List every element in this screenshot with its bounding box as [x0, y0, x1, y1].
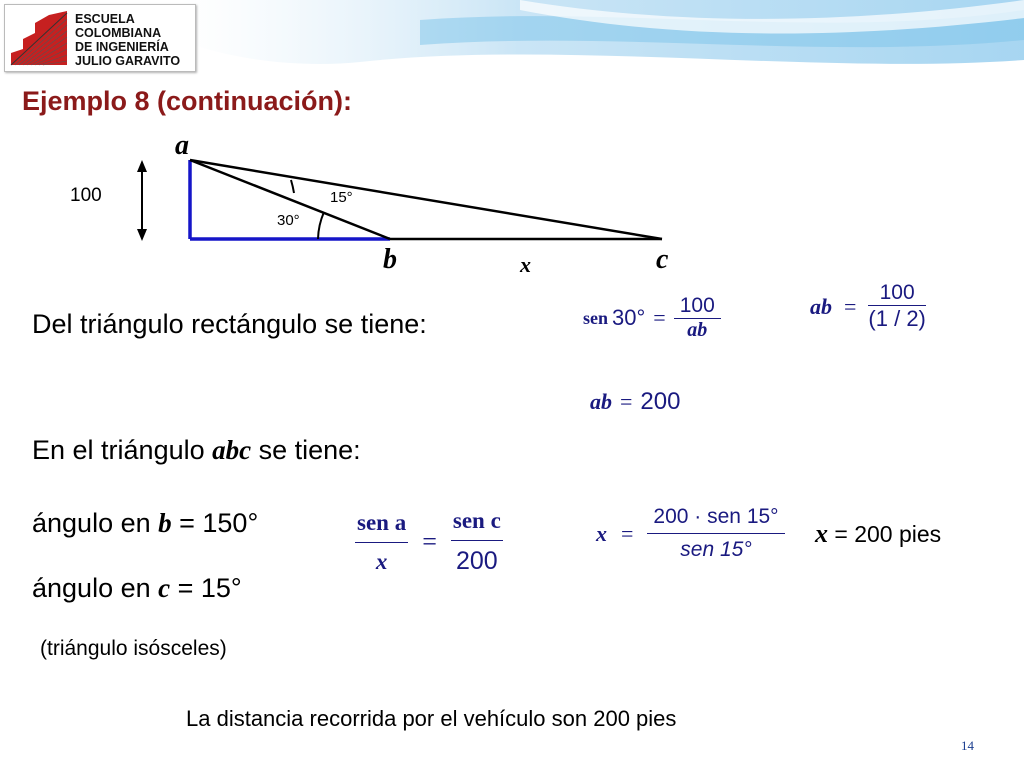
- f1-eq: =: [653, 305, 666, 330]
- angle-b-var: b: [158, 508, 172, 538]
- formula-law-of-sines: [355, 508, 503, 576]
- formula-sen30: [583, 294, 721, 342]
- f4-num-right: sen c: [452, 508, 501, 533]
- isosceles-note: (triángulo isósceles): [40, 637, 227, 660]
- f2-num: 100: [879, 281, 915, 304]
- angle-c-value: = 15°: [170, 573, 242, 603]
- formula-ab-fraction: [810, 281, 926, 332]
- height-label: 100: [70, 185, 102, 206]
- abc-triangle-text: [32, 435, 361, 466]
- f4-left-fraction: [355, 510, 408, 575]
- result-x: [815, 519, 941, 549]
- page-number: 14: [961, 738, 974, 753]
- angle-15-label: 15°: [330, 189, 353, 206]
- abc-suffix: se tiene:: [251, 435, 361, 465]
- result-value: = 200 pies: [828, 521, 942, 547]
- angle-b-prefix: ángulo en: [32, 508, 159, 538]
- side-x-label: x: [520, 252, 531, 277]
- logo-line-3: DE INGENIERÍA: [75, 40, 169, 54]
- f4-right-fraction: [451, 508, 503, 576]
- f3-lhs: ab: [590, 389, 612, 414]
- f4-num-left: sen a: [357, 509, 407, 535]
- logo-line-1: ESCUELA: [75, 12, 135, 26]
- abc-prefix: En el triángulo: [32, 435, 213, 465]
- angle-b-text: [32, 508, 258, 539]
- f2-fraction: [868, 281, 925, 332]
- f2-lhs: ab: [810, 293, 832, 319]
- vertex-c-label: c: [656, 244, 669, 275]
- f3-eq: =: [620, 389, 633, 414]
- angle-c-prefix: ángulo en: [32, 573, 159, 603]
- vertex-b-label: b: [383, 244, 397, 275]
- abc-var: abc: [212, 435, 252, 465]
- f5-den: sen 15°: [680, 538, 752, 561]
- f5-eq: =: [621, 520, 634, 546]
- vertex-a-label: a: [175, 130, 189, 161]
- f4-den-right: 200: [455, 547, 498, 575]
- f2-den: (1 / 2): [868, 306, 926, 331]
- logo-line-2: COLOMBIANA: [75, 26, 162, 40]
- f1-angle: 30°: [612, 305, 646, 330]
- f1-sen: sen: [583, 307, 609, 328]
- right-triangle-text: Del triángulo rectángulo se tiene:: [32, 309, 427, 339]
- f4-den-left: x: [375, 548, 388, 574]
- f1-num: 100: [679, 294, 715, 317]
- conclusion-text: La distancia recorrida por el vehículo son 200 pies: [186, 706, 677, 731]
- f1-fraction: [674, 294, 721, 342]
- f4-eq: =: [422, 527, 437, 556]
- formula-x: [596, 505, 785, 562]
- f5-fraction: [647, 505, 784, 562]
- angle-c-text: [32, 573, 242, 604]
- logo-line-4: JULIO GARAVITO: [75, 54, 181, 68]
- f5-num: 200 · sen 15°: [653, 505, 779, 528]
- f1-den: ab: [687, 319, 708, 341]
- angle-30-label: 30°: [277, 212, 300, 229]
- f3-rhs: 200: [640, 388, 681, 415]
- f2-eq: =: [844, 293, 857, 319]
- triangle-diagram: [0, 0, 1024, 300]
- angle-c-var: c: [158, 573, 171, 603]
- f5-lhs: x: [596, 520, 607, 546]
- angle-b-value: = 150°: [171, 508, 259, 538]
- slide-title: Ejemplo 8 (continuación):: [22, 86, 353, 116]
- formula-ab-200: [590, 388, 680, 416]
- result-var: x: [815, 519, 828, 548]
